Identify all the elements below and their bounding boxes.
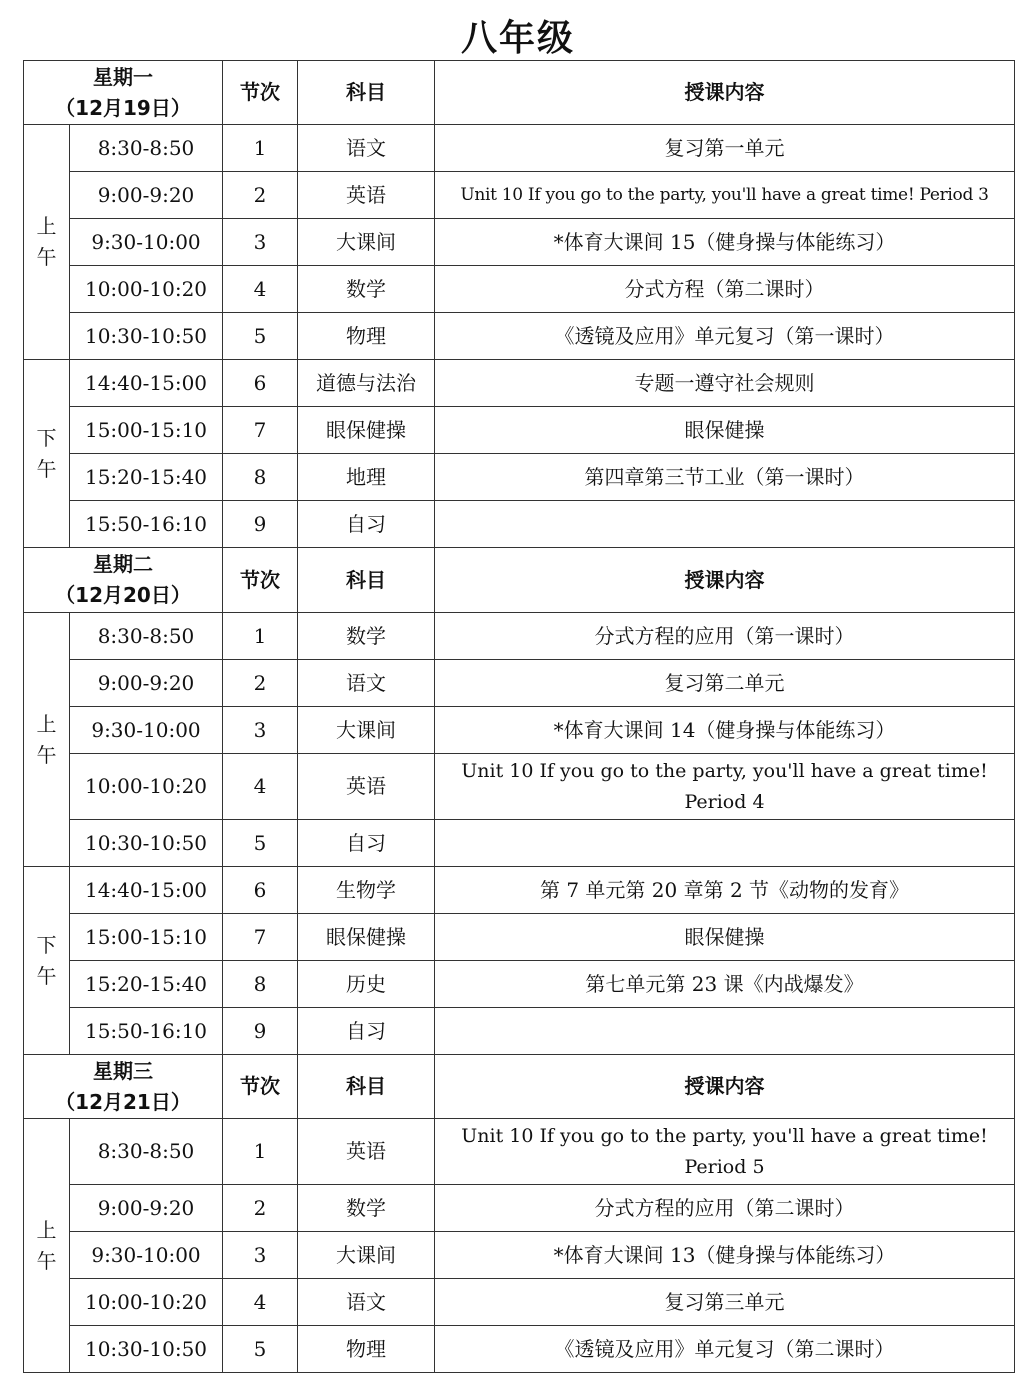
time-cell: 9:00-9:20 xyxy=(70,172,223,219)
table-row xyxy=(24,613,1015,660)
weekday-label: 星期一 xyxy=(93,64,153,89)
table-row xyxy=(24,360,1015,407)
table-row xyxy=(24,820,1015,867)
table-row xyxy=(24,1279,1015,1326)
subject-cell: 语文 xyxy=(298,125,435,172)
day-cell xyxy=(24,1055,223,1119)
subject-cell: 自习 xyxy=(298,820,435,867)
period-number-cell: 8 xyxy=(223,961,298,1008)
table-row xyxy=(24,501,1015,548)
table-row xyxy=(24,867,1015,914)
time-cell: 8:30-8:50 xyxy=(70,125,223,172)
content-cell: 第四章第三节工业（第一课时） xyxy=(435,454,1015,501)
time-cell: 8:30-8:50 xyxy=(70,613,223,660)
content-cell xyxy=(435,1008,1015,1055)
table-row xyxy=(24,707,1015,754)
content-cell: Unit 10 If you go to the party, you'll have a great time! Period 5 xyxy=(435,1119,1015,1185)
weekday-label: 星期二 xyxy=(93,552,153,576)
period-number-cell: 1 xyxy=(223,1119,298,1185)
table-row xyxy=(24,407,1015,454)
subject-cell: 地理 xyxy=(298,454,435,501)
content-cell: 《透镜及应用》单元复习（第二课时） xyxy=(435,1326,1015,1373)
subject-cell: 语文 xyxy=(298,1279,435,1326)
time-cell: 10:00-10:20 xyxy=(70,266,223,313)
day-header-row xyxy=(24,61,1015,125)
period-label-text: 下午 xyxy=(36,425,57,481)
header-content: 授课内容 xyxy=(435,61,1015,125)
table-row xyxy=(24,1185,1015,1232)
period-number-cell: 3 xyxy=(223,219,298,266)
content-cell: Unit 10 If you go to the party, you'll have a great time! Period 4 xyxy=(435,754,1015,820)
subject-cell: 大课间 xyxy=(298,707,435,754)
table-row xyxy=(24,454,1015,501)
period-number-cell: 9 xyxy=(223,501,298,548)
weekday-label: 星期三 xyxy=(93,1058,153,1083)
period-label xyxy=(24,125,70,360)
time-cell: 15:00-15:10 xyxy=(70,914,223,961)
subject-cell: 大课间 xyxy=(298,219,435,266)
content-cell: 分式方程的应用（第二课时） xyxy=(435,1185,1015,1232)
period-number-cell: 5 xyxy=(223,1326,298,1373)
subject-cell: 数学 xyxy=(298,1185,435,1232)
subject-cell: 英语 xyxy=(298,1119,435,1185)
table-row xyxy=(24,1326,1015,1373)
subject-cell: 物理 xyxy=(298,1326,435,1373)
subject-cell: 自习 xyxy=(298,1008,435,1055)
header-subject: 科目 xyxy=(298,1055,435,1119)
subject-cell: 眼保健操 xyxy=(298,914,435,961)
content-cell: 《透镜及应用》单元复习（第一课时） xyxy=(435,313,1015,360)
header-content: 授课内容 xyxy=(435,548,1015,613)
content-cell: 第七单元第 23 课《内战爆发》 xyxy=(435,961,1015,1008)
header-subject: 科目 xyxy=(298,61,435,125)
time-cell: 15:20-15:40 xyxy=(70,454,223,501)
schedule-body xyxy=(24,61,1015,1373)
period-number-cell: 4 xyxy=(223,754,298,820)
period-number-cell: 7 xyxy=(223,914,298,961)
table-row xyxy=(24,1008,1015,1055)
content-cell: 分式方程（第二课时） xyxy=(435,266,1015,313)
table-row xyxy=(24,266,1015,313)
page-title: 八年级 xyxy=(460,18,575,59)
table-row xyxy=(24,961,1015,1008)
period-number-cell: 5 xyxy=(223,313,298,360)
time-cell: 15:50-16:10 xyxy=(70,1008,223,1055)
content-cell: 分式方程的应用（第一课时） xyxy=(435,613,1015,660)
period-label xyxy=(24,867,70,1055)
period-number-cell: 2 xyxy=(223,172,298,219)
time-cell: 9:00-9:20 xyxy=(70,660,223,707)
period-label-text: 下午 xyxy=(36,932,57,988)
period-number-cell: 4 xyxy=(223,266,298,313)
table-row xyxy=(24,1232,1015,1279)
table-row xyxy=(24,660,1015,707)
header-period: 节次 xyxy=(223,548,298,613)
period-label xyxy=(24,1119,70,1373)
time-cell: 15:50-16:10 xyxy=(70,501,223,548)
table-row xyxy=(24,219,1015,266)
header-content: 授课内容 xyxy=(435,1055,1015,1119)
period-label xyxy=(24,360,70,548)
time-cell: 8:30-8:50 xyxy=(70,1119,223,1185)
time-cell: 9:30-10:00 xyxy=(70,707,223,754)
subject-cell: 语文 xyxy=(298,660,435,707)
subject-cell: 英语 xyxy=(298,754,435,820)
header-subject: 科目 xyxy=(298,548,435,613)
time-cell: 10:30-10:50 xyxy=(70,1326,223,1373)
subject-cell: 历史 xyxy=(298,961,435,1008)
subject-cell: 自习 xyxy=(298,501,435,548)
period-number-cell: 6 xyxy=(223,360,298,407)
header-period: 节次 xyxy=(223,1055,298,1119)
content-cell xyxy=(435,820,1015,867)
time-cell: 15:00-15:10 xyxy=(70,407,223,454)
table-row xyxy=(24,313,1015,360)
day-header-row xyxy=(24,1055,1015,1119)
content-cell: 专题一遵守社会规则 xyxy=(435,360,1015,407)
date-label: （12月19日） xyxy=(55,95,191,120)
time-cell: 15:20-15:40 xyxy=(70,961,223,1008)
content-cell: 眼保健操 xyxy=(435,914,1015,961)
period-label-text: 上午 xyxy=(36,214,57,269)
table-row xyxy=(24,172,1015,219)
subject-cell: 物理 xyxy=(298,313,435,360)
day-header-row xyxy=(24,548,1015,613)
time-cell: 9:00-9:20 xyxy=(70,1185,223,1232)
table-row xyxy=(24,1119,1015,1185)
subject-cell: 大课间 xyxy=(298,1232,435,1279)
day-cell xyxy=(24,61,223,125)
content-cell: *体育大课间 13（健身操与体能练习） xyxy=(435,1232,1015,1279)
day-cell xyxy=(24,548,223,613)
content-cell: *体育大课间 14（健身操与体能练习） xyxy=(435,707,1015,754)
period-number-cell: 9 xyxy=(223,1008,298,1055)
date-label: （12月21日） xyxy=(55,1089,191,1114)
time-cell: 10:30-10:50 xyxy=(70,820,223,867)
period-number-cell: 8 xyxy=(223,454,298,501)
time-cell: 14:40-15:00 xyxy=(70,360,223,407)
time-cell: 9:30-10:00 xyxy=(70,219,223,266)
period-label xyxy=(24,613,70,867)
subject-cell: 数学 xyxy=(298,266,435,313)
period-number-cell: 1 xyxy=(223,125,298,172)
content-cell xyxy=(435,501,1015,548)
subject-cell: 数学 xyxy=(298,613,435,660)
period-number-cell: 1 xyxy=(223,613,298,660)
period-number-cell: 3 xyxy=(223,1232,298,1279)
period-number-cell: 7 xyxy=(223,407,298,454)
period-label-text: 上午 xyxy=(36,711,57,767)
time-cell: 10:00-10:20 xyxy=(70,754,223,820)
time-cell: 14:40-15:00 xyxy=(70,867,223,914)
period-number-cell: 2 xyxy=(223,660,298,707)
table-row xyxy=(24,754,1015,820)
time-cell: 10:00-10:20 xyxy=(70,1279,223,1326)
content-cell: 第 7 单元第 20 章第 2 节《动物的发育》 xyxy=(435,867,1015,914)
table-row xyxy=(24,914,1015,961)
schedule-table xyxy=(23,60,1015,1373)
content-cell: 复习第三单元 xyxy=(435,1279,1015,1326)
content-cell: Unit 10 If you go to the party, you'll have a great time! Period 3 xyxy=(435,172,1015,219)
period-number-cell: 2 xyxy=(223,1185,298,1232)
period-number-cell: 5 xyxy=(223,820,298,867)
subject-cell: 生物学 xyxy=(298,867,435,914)
header-period: 节次 xyxy=(223,61,298,125)
content-cell: 复习第二单元 xyxy=(435,660,1015,707)
subject-cell: 眼保健操 xyxy=(298,407,435,454)
content-cell: 复习第一单元 xyxy=(435,125,1015,172)
content-cell: *体育大课间 15（健身操与体能练习） xyxy=(435,219,1015,266)
date-label: （12月20日） xyxy=(55,583,191,607)
period-number-cell: 3 xyxy=(223,707,298,754)
time-cell: 9:30-10:00 xyxy=(70,1232,223,1279)
table-row xyxy=(24,125,1015,172)
period-number-cell: 6 xyxy=(223,867,298,914)
time-cell: 10:30-10:50 xyxy=(70,313,223,360)
period-number-cell: 4 xyxy=(223,1279,298,1326)
content-cell: 眼保健操 xyxy=(435,407,1015,454)
period-label-text: 上午 xyxy=(36,1217,57,1273)
subject-cell: 英语 xyxy=(298,172,435,219)
subject-cell: 道德与法治 xyxy=(298,360,435,407)
